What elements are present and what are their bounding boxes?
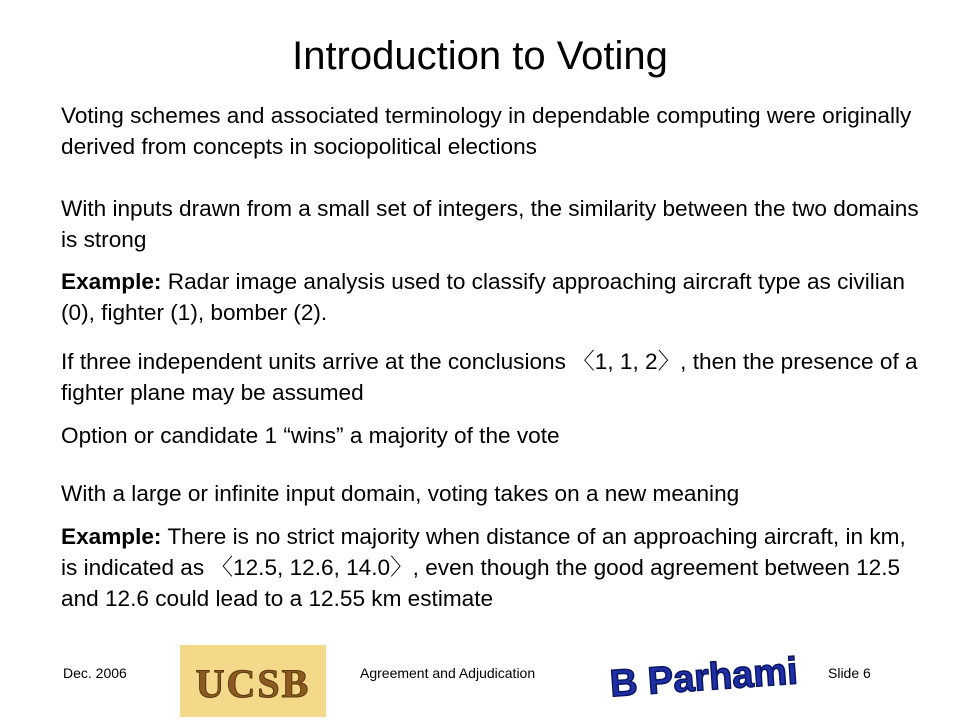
- paragraph-4: [61, 346, 921, 408]
- footer-title: Agreement and Adjudication: [360, 665, 536, 681]
- paragraph-1: [61, 100, 921, 162]
- ucsb-logo: [180, 645, 326, 717]
- paragraph-7: [61, 521, 921, 614]
- paragraph-2-text: With inputs drawn from a small set of integers, the similarity between the two domains is strong: [61, 196, 919, 252]
- paragraph-2: [61, 193, 921, 255]
- paragraph-6: [61, 478, 921, 509]
- paragraph-7-lead: Example:: [61, 524, 162, 549]
- footer-date: Dec. 2006: [63, 665, 127, 681]
- paragraph-5: [61, 420, 921, 451]
- paragraph-6-text: With a large or infinite input domain, voting takes on a new meaning: [61, 481, 740, 506]
- paragraph-3-lead: Example:: [61, 269, 162, 294]
- footer-slide-number: Slide 6: [828, 665, 871, 681]
- paragraph-5-text: Option or candidate 1 “wins” a majority of the vote: [61, 423, 560, 448]
- paragraph-1-text: Voting schemes and associated terminology in dependable computing were originally derived from concepts in sociopolitical elections: [61, 103, 912, 159]
- paragraph-3: [61, 266, 921, 328]
- svg-text:B Parhami: B Parhami: [608, 650, 800, 706]
- paragraph-7-text: There is no strict majority when distance of an approaching aircraft, in km, is indicated as 〈12.5, 12.6, 14.0〉, even though the good agreement between 12.5 and 12.6 could lead to a 12.55 km estimate: [61, 524, 906, 611]
- paragraph-3-text: Radar image analysis used to classify approaching aircraft type as civilian (0), fighter (1), bomber (2).: [61, 269, 905, 325]
- author-logo: [608, 650, 800, 712]
- svg-text:UCSB: UCSB: [195, 661, 311, 706]
- slide-title: Introduction to Voting: [292, 34, 668, 78]
- paragraph-4-text: If three independent units arrive at the conclusions 〈1, 1, 2〉, then the presence of a fighter plane may be assumed: [61, 349, 918, 405]
